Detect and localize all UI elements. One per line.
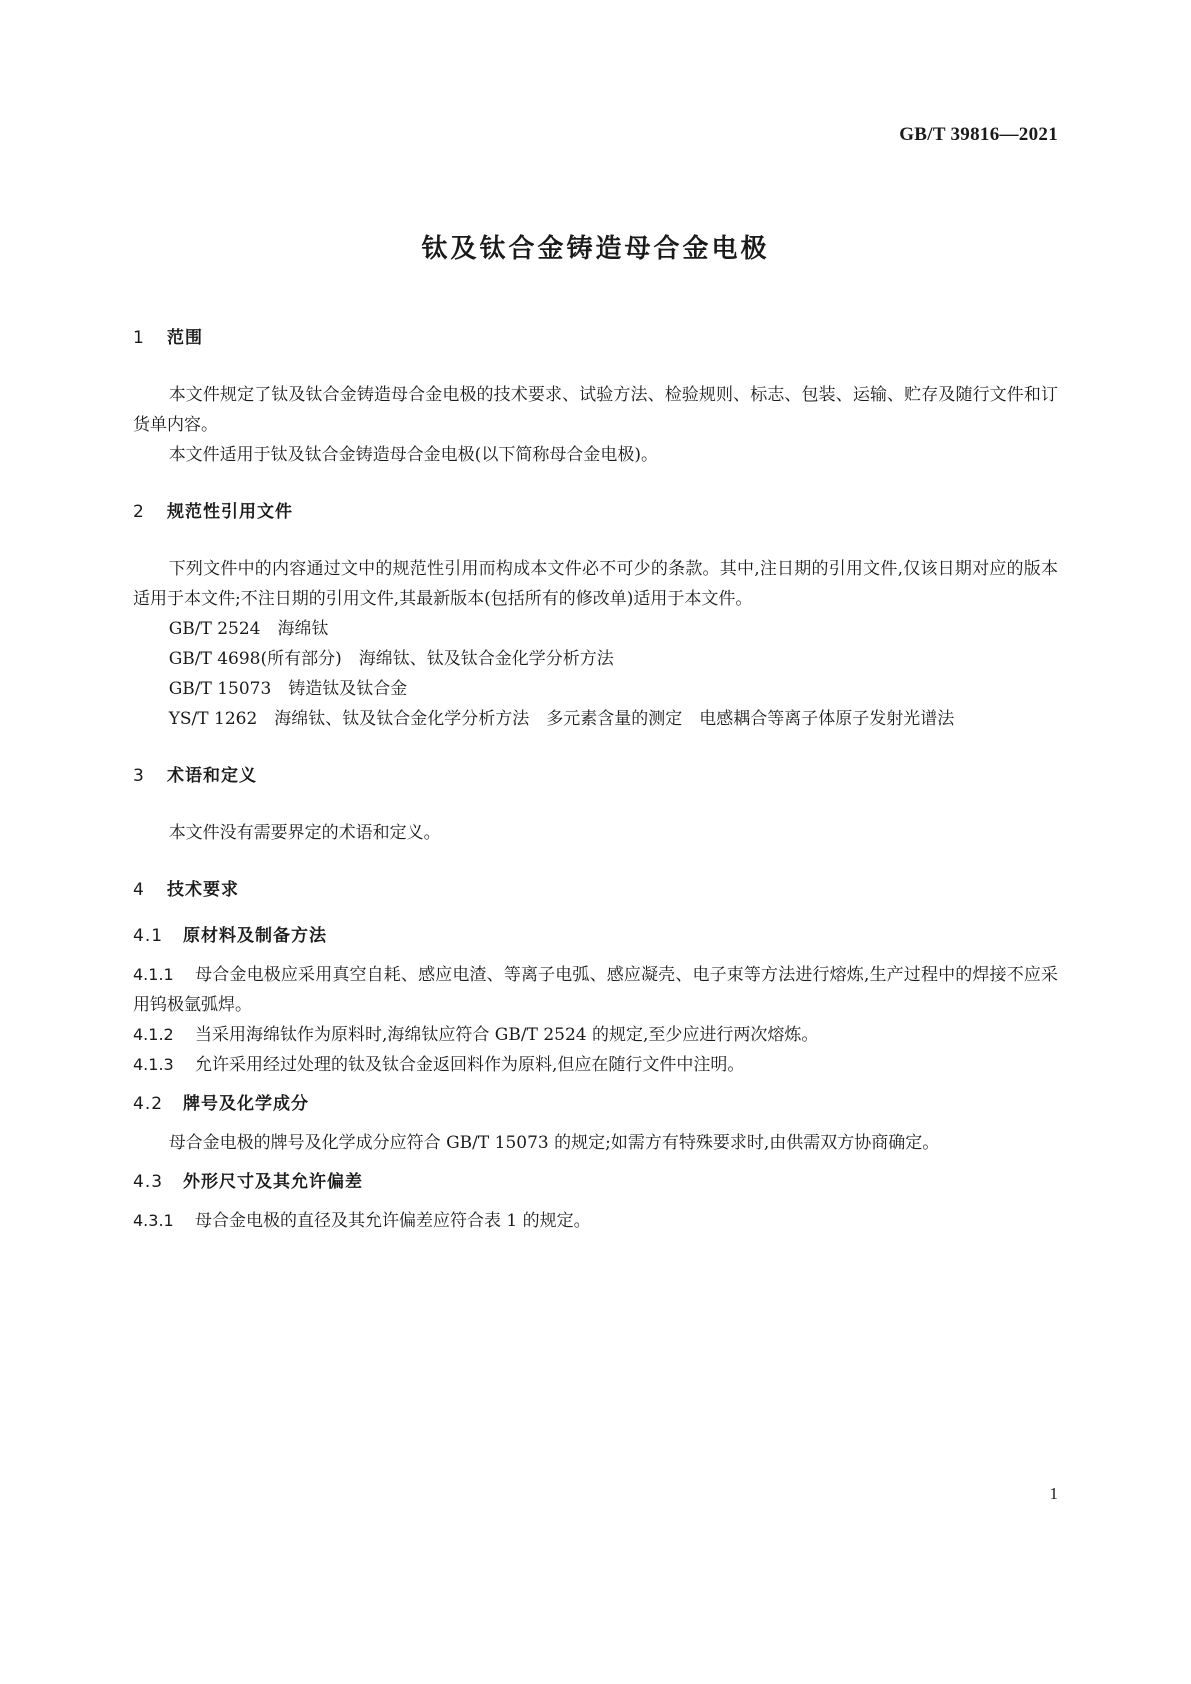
subsection-4-3-heading bbox=[133, 1170, 1058, 1194]
clause-4-1-2 bbox=[133, 1020, 1058, 1050]
reference-item: GB/T 2524 海绵钛 bbox=[168, 619, 329, 639]
clause-4-3-1 bbox=[133, 1206, 1058, 1236]
section-number: 3 bbox=[133, 766, 145, 786]
references-intro-paragraph: 下列文件中的内容通过文中的规范性引用而构成本文件必不可少的条款。其中,注日期的引用文件,仅该日期对应的版本适用于本文件;不注日期的引用文件,其最新版本(包括所有的修改单)适用于本文件。 bbox=[133, 559, 1058, 609]
subsection-4-2-heading bbox=[133, 1092, 1058, 1116]
subsection-number: 4.2 bbox=[133, 1094, 164, 1114]
section-number: 2 bbox=[133, 502, 145, 522]
reference-item: GB/T 15073 铸造钛及钛合金 bbox=[168, 679, 408, 699]
reference-item: YS/T 1262 海绵钛、钛及钛合金化学分析方法 多元素含量的测定 电感耦合等离子体原子发射光谱法 bbox=[168, 709, 955, 729]
subsection-number: 4.3 bbox=[133, 1172, 164, 1192]
reference-item: GB/T 4698(所有部分) 海绵钛、钛及钛合金化学分析方法 bbox=[168, 649, 614, 669]
section-title: 范围 bbox=[167, 328, 203, 348]
clause-number: 4.3.1 bbox=[133, 1211, 174, 1230]
subsection-title: 外形尺寸及其允许偏差 bbox=[183, 1172, 363, 1192]
subsection-title: 牌号及化学成分 bbox=[183, 1094, 309, 1114]
section-title: 规范性引用文件 bbox=[167, 502, 293, 522]
clause-4-1-1 bbox=[133, 960, 1058, 1020]
clause-number: 4.1.3 bbox=[133, 1055, 174, 1074]
section-2-heading bbox=[133, 500, 1058, 524]
clause-number: 4.1.1 bbox=[133, 965, 174, 984]
standard-code: GB/T 39816—2021 bbox=[899, 124, 1058, 145]
subsection-title: 原材料及制备方法 bbox=[183, 926, 327, 946]
section-title: 技术要求 bbox=[167, 880, 239, 900]
document-body bbox=[133, 326, 1058, 1236]
page-number: 1 bbox=[1049, 1484, 1058, 1503]
subsection-number: 4.1 bbox=[133, 926, 164, 946]
section-3-heading bbox=[133, 764, 1058, 788]
section-1-heading bbox=[133, 326, 1058, 350]
clause-text: 当采用海绵钛作为原料时,海绵钛应符合 GB/T 2524 的规定,至少应进行两次熔炼。 bbox=[195, 1025, 819, 1045]
clause-text: 允许采用经过处理的钛及钛合金返回料作为原料,但应在随行文件中注明。 bbox=[195, 1055, 745, 1075]
clause-number: 4.1.2 bbox=[133, 1025, 174, 1044]
grade-composition-paragraph: 母合金电极的牌号及化学成分应符合 GB/T 15073 的规定;如需方有特殊要求时,由供需双方协商确定。 bbox=[168, 1133, 940, 1153]
section-title: 术语和定义 bbox=[167, 766, 257, 786]
section-4-heading bbox=[133, 878, 1058, 902]
scope-paragraph-1: 本文件规定了钛及钛合金铸造母合金电极的技术要求、试验方法、检验规则、标志、包装、运输、贮存及随行文件和订货单内容。 bbox=[133, 385, 1058, 435]
document-title: 钛及钛合金铸造母合金电极 bbox=[421, 234, 770, 264]
clause-4-1-3 bbox=[133, 1050, 1058, 1080]
clause-text: 母合金电极的直径及其允许偏差应符合表 1 的规定。 bbox=[195, 1211, 591, 1231]
section-number: 1 bbox=[133, 328, 145, 348]
section-number: 4 bbox=[133, 880, 145, 900]
terms-paragraph: 本文件没有需要界定的术语和定义。 bbox=[168, 823, 441, 843]
clause-text: 母合金电极应采用真空自耗、感应电渣、等离子电弧、感应凝壳、电子束等方法进行熔炼,生产过程中的焊接不应采用钨极氩弧焊。 bbox=[133, 965, 1058, 1015]
scope-paragraph-2: 本文件适用于钛及钛合金铸造母合金电极(以下简称母合金电极)。 bbox=[168, 445, 658, 465]
subsection-4-1-heading bbox=[133, 924, 1058, 948]
